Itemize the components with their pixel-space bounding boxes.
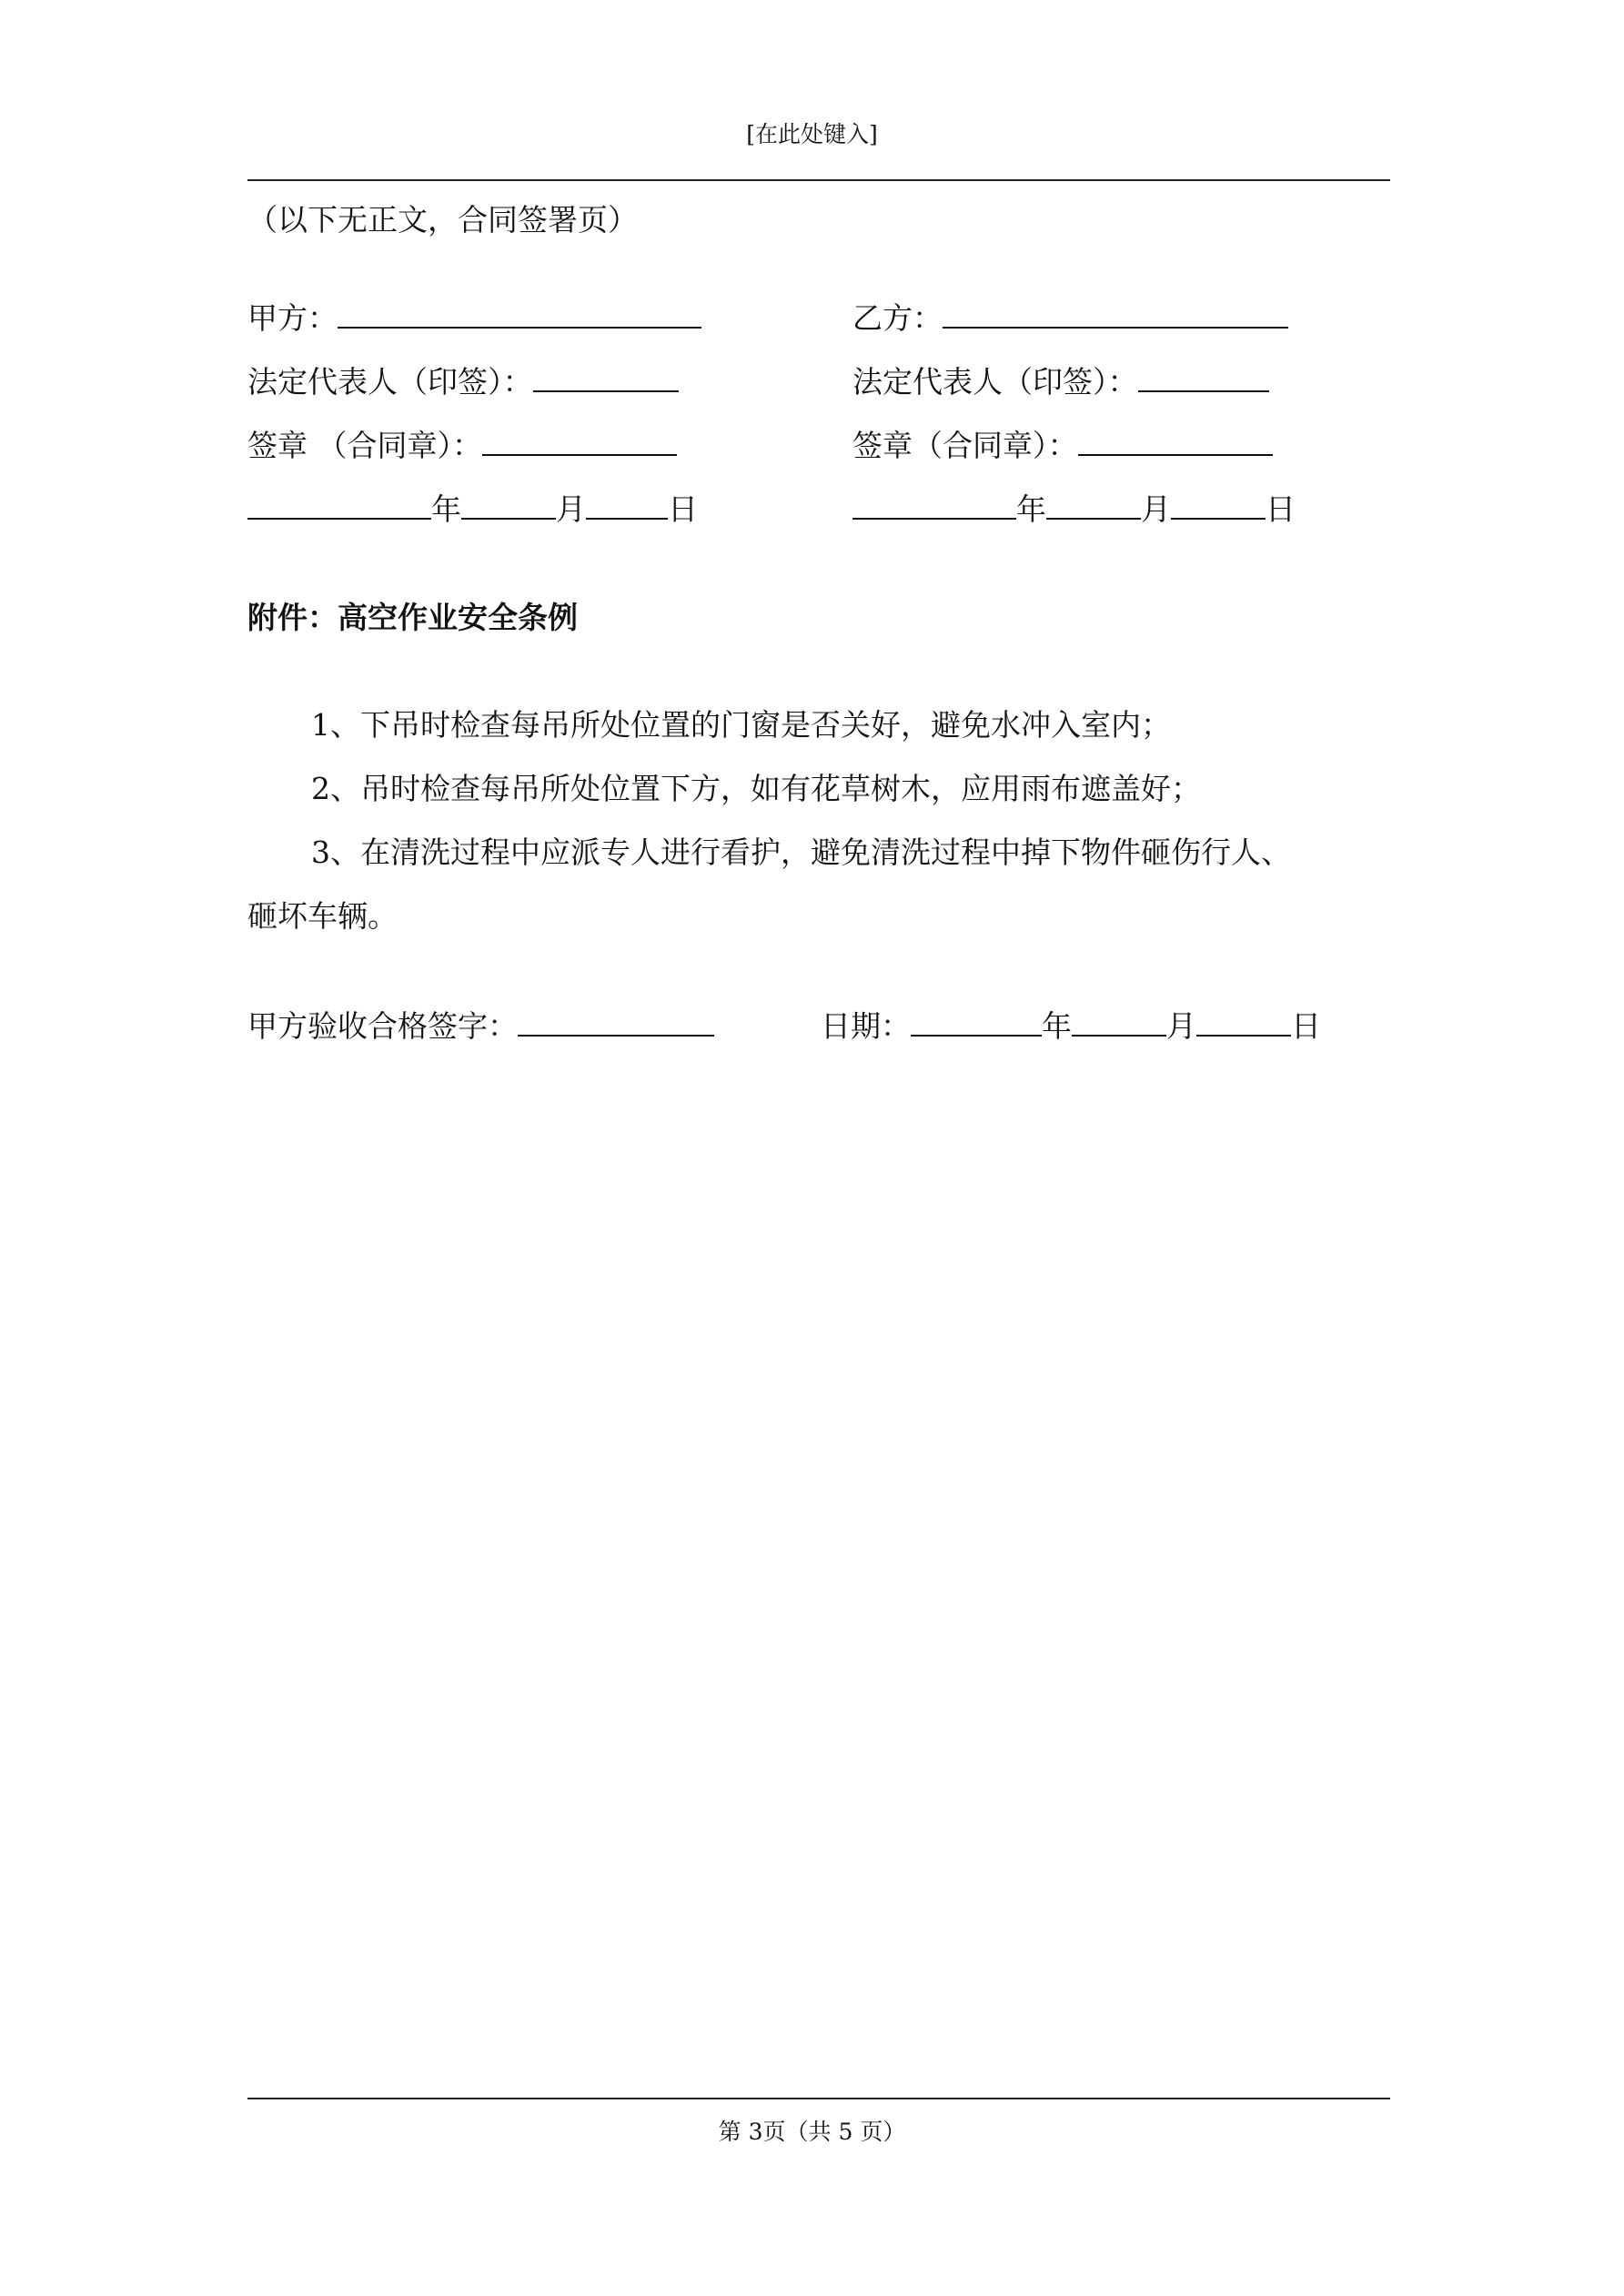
party-a-date-row <box>247 491 698 528</box>
party-a-blank[interactable] <box>338 299 701 329</box>
party-b-year: 年 <box>1016 491 1046 527</box>
party-a-day: 日 <box>668 491 698 527</box>
acceptance-day-blank[interactable] <box>1196 1007 1291 1037</box>
party-a-seal-blank[interactable] <box>482 427 677 456</box>
acceptance-day: 日 <box>1291 1008 1321 1044</box>
party-a-rep-label: 法定代表人（印签）： <box>247 364 533 400</box>
party-a-label: 甲方： <box>247 300 338 336</box>
party-b-label: 乙方： <box>852 300 943 336</box>
acceptance-year: 年 <box>1042 1008 1072 1044</box>
party-a-seal-row <box>247 427 677 464</box>
party-a-day-blank[interactable] <box>586 491 668 520</box>
party-b-rep-label: 法定代表人（印签）： <box>852 364 1138 400</box>
acceptance-month: 月 <box>1166 1008 1196 1044</box>
party-b-day: 日 <box>1266 491 1296 527</box>
party-b-day-blank[interactable] <box>1171 491 1266 520</box>
footer-rule <box>247 2098 1390 2099</box>
acceptance-blank[interactable] <box>518 1007 714 1037</box>
party-b-row <box>852 299 1288 337</box>
party-b-seal-blank[interactable] <box>1078 427 1273 456</box>
acceptance-label: 甲方验收合格签字： <box>247 1008 518 1044</box>
party-b-date-row <box>852 491 1296 528</box>
clause-1: 1、下吊时检查每吊所处位置的门窗是否关好，避免水冲入室内； <box>311 707 1171 743</box>
party-b-blank[interactable] <box>943 299 1288 329</box>
no-text-note: （以下无正文，合同签署页） <box>247 202 638 238</box>
acceptance-row <box>247 1007 714 1045</box>
page-header: [在此处键入] <box>746 121 878 147</box>
header-rule <box>247 179 1390 181</box>
clause-3-continued: 砸坏车辆。 <box>247 898 398 934</box>
party-a-month-blank[interactable] <box>461 491 556 520</box>
party-b-seal-label: 签章（合同章）： <box>852 428 1078 463</box>
party-b-month: 月 <box>1141 491 1171 527</box>
acceptance-year-blank[interactable] <box>911 1007 1042 1037</box>
party-b-rep-blank[interactable] <box>1138 363 1269 392</box>
clause-2: 2、吊时检查每吊所处位置下方，如有花草树木，应用雨布遮盖好； <box>311 771 1201 806</box>
party-b-month-blank[interactable] <box>1046 491 1141 520</box>
party-a-year-blank[interactable] <box>247 491 431 520</box>
acceptance-month-blank[interactable] <box>1072 1007 1166 1037</box>
attachment-title: 附件：高空作业安全条例 <box>247 600 578 635</box>
acceptance-date-row <box>821 1007 1321 1045</box>
party-a-year: 年 <box>431 491 461 527</box>
acceptance-date-label: 日期： <box>821 1008 911 1044</box>
party-b-year-blank[interactable] <box>852 491 1016 520</box>
party-b-rep-row <box>852 363 1269 400</box>
party-a-rep-row <box>247 363 679 400</box>
party-a-month: 月 <box>556 491 586 527</box>
party-a-row <box>247 299 701 337</box>
party-a-rep-blank[interactable] <box>533 363 679 392</box>
clause-3: 3、在清洗过程中应派专人进行看护，避免清洗过程中掉下物件砸伤行人、 <box>311 834 1291 870</box>
page-footer: 第 3页（共 5 页） <box>718 2119 906 2145</box>
party-a-seal-label: 签章 （合同章）： <box>247 428 482 463</box>
party-b-seal-row <box>852 427 1273 464</box>
